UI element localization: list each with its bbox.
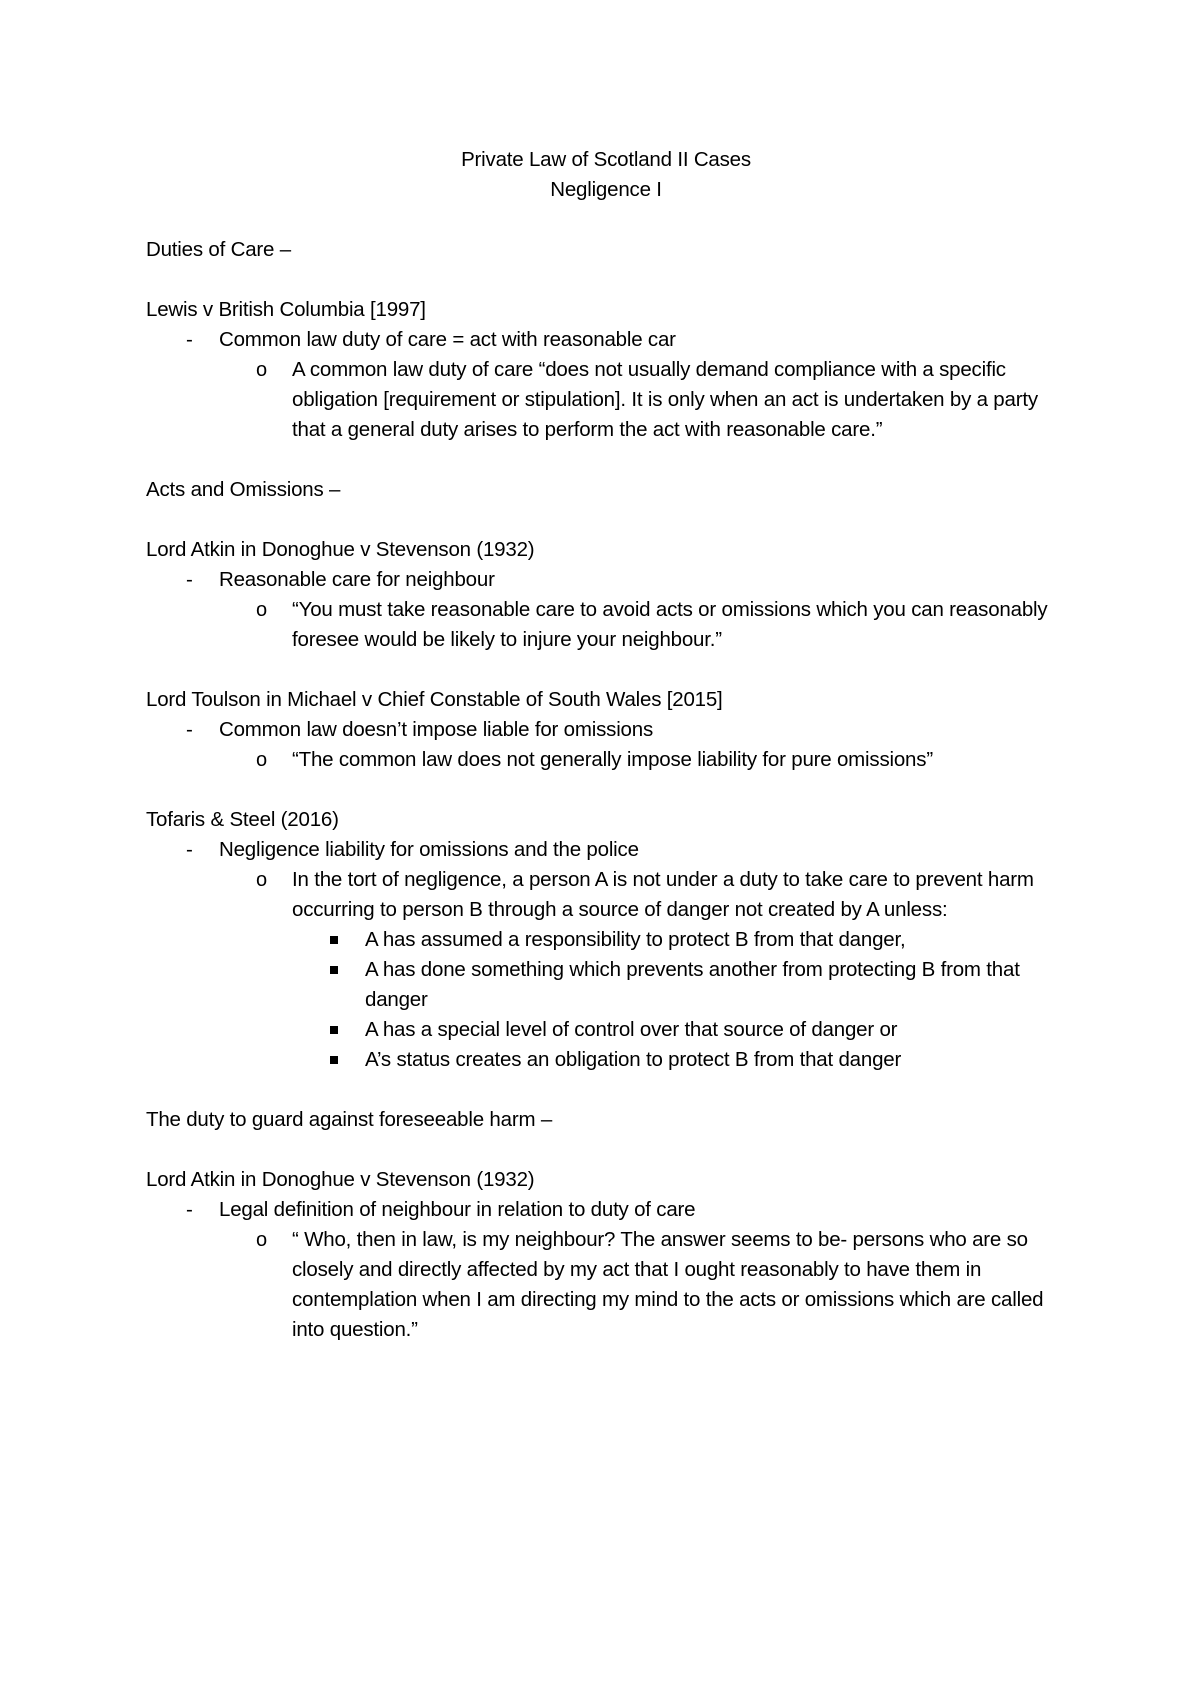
sub-point: A has assumed a responsibility to protect B from that danger,	[365, 928, 906, 951]
list-item	[146, 745, 1066, 775]
case-detail: “The common law does not generally impose liability for pure omissions”	[292, 748, 933, 771]
document-title: Private Law of Scotland II Cases	[461, 148, 751, 171]
case-name: Lord Atkin in Donoghue v Stevenson (1932)	[146, 1168, 535, 1191]
square-bullet-icon	[330, 966, 338, 974]
dash-bullet: -	[186, 568, 193, 591]
list-item	[146, 565, 1066, 595]
case-point: Legal definition of neighbour in relation to duty of care	[219, 1198, 696, 1221]
circle-bullet: o	[256, 1229, 267, 1251]
section-heading-foreseeable-harm: The duty to guard against foreseeable harm –	[146, 1108, 553, 1131]
document-body	[146, 145, 1066, 1345]
case-detail: A common law duty of care “does not usually demand compliance with a specific obligation [requirement or stipulation]. It is only when an act is undertaken by a party that a general duty arises to perform the act with reasonable care.”	[292, 358, 1038, 441]
case-detail: “You must take reasonable care to avoid acts or omissions which you can reasonably foresee would be likely to injure your neighbour.”	[292, 598, 1048, 651]
list-item	[146, 925, 1066, 955]
list-item	[146, 955, 1066, 1015]
list-item	[146, 1225, 1066, 1345]
list-item	[146, 355, 1066, 445]
dash-bullet: -	[186, 718, 193, 741]
spacer	[146, 205, 1066, 235]
section-heading-acts-and-omissions: Acts and Omissions –	[146, 478, 341, 501]
case-detail: “ Who, then in law, is my neighbour? The answer seems to be- persons who are so closely and directly affected by my act that I ought reasonably to have them in contemplation when I am directing my mind to the acts or omissions which are called into question.”	[292, 1228, 1044, 1341]
circle-bullet: o	[256, 749, 267, 771]
spacer	[146, 775, 1066, 805]
square-bullet-icon	[330, 1026, 338, 1034]
case-point: Negligence liability for omissions and the police	[219, 838, 639, 861]
square-bullet-icon	[330, 1056, 338, 1064]
case-name: Lord Atkin in Donoghue v Stevenson (1932)	[146, 538, 535, 561]
case-point: Common law duty of care = act with reasonable car	[219, 328, 676, 351]
case-name: Lord Toulson in Michael v Chief Constable of South Wales [2015]	[146, 688, 723, 711]
list-item	[146, 595, 1066, 655]
dash-bullet: -	[186, 1198, 193, 1221]
spacer	[146, 265, 1066, 295]
case-name: Lewis v British Columbia [1997]	[146, 298, 426, 321]
list-item	[146, 715, 1066, 745]
case-point: Common law doesn’t impose liable for omissions	[219, 718, 654, 741]
circle-bullet: o	[256, 599, 267, 621]
spacer	[146, 1075, 1066, 1105]
list-item	[146, 325, 1066, 355]
sub-point: A has done something which prevents another from protecting B from that danger	[365, 958, 1020, 1011]
list-item	[146, 865, 1066, 925]
circle-bullet: o	[256, 869, 267, 891]
circle-bullet: o	[256, 359, 267, 381]
spacer	[146, 655, 1066, 685]
section-heading-duties-of-care: Duties of Care –	[146, 238, 291, 261]
list-item	[146, 1195, 1066, 1225]
case-detail: In the tort of negligence, a person A is not under a duty to take care to prevent harm occurring to person B through a source of danger not created by A unless:	[292, 868, 1034, 921]
spacer	[146, 445, 1066, 475]
sub-point: A’s status creates an obligation to protect B from that danger	[365, 1048, 902, 1071]
spacer	[146, 1135, 1066, 1165]
list-item	[146, 1015, 1066, 1045]
list-item	[146, 1045, 1066, 1075]
sub-point: A has a special level of control over that source of danger or	[365, 1018, 898, 1041]
dash-bullet: -	[186, 328, 193, 351]
square-bullet-icon	[330, 936, 338, 944]
list-item	[146, 835, 1066, 865]
case-point: Reasonable care for neighbour	[219, 568, 495, 591]
case-name: Tofaris & Steel (2016)	[146, 808, 339, 831]
dash-bullet: -	[186, 838, 193, 861]
spacer	[146, 505, 1066, 535]
document-subtitle: Negligence I	[550, 178, 662, 201]
